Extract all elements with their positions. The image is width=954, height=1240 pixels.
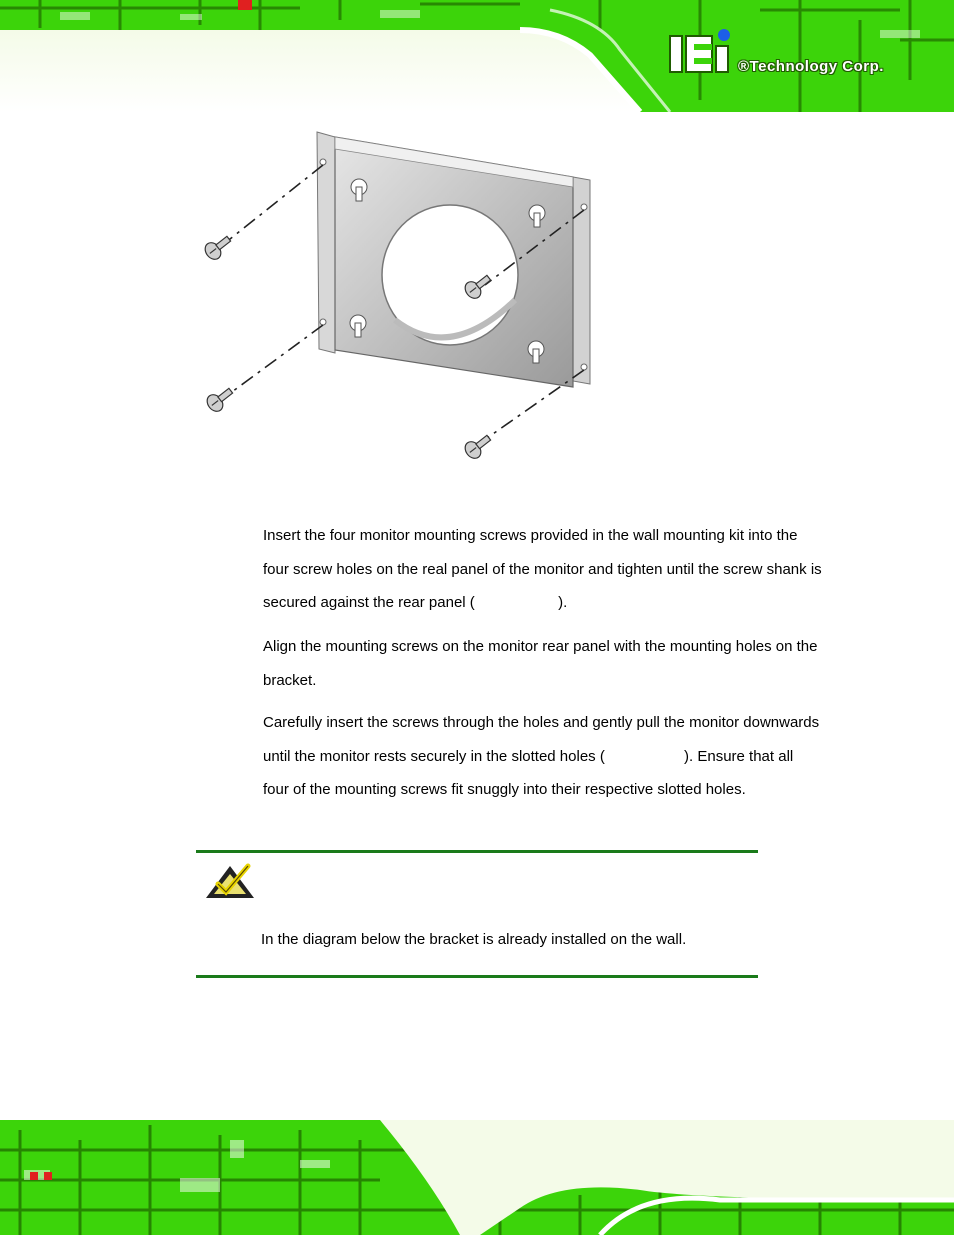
iei-logo-icon (668, 28, 734, 74)
step-3-text: Carefully insert the screws through the holes and gently pull the monitor downwards until the monitor rests securely in the slotted holes ( ). Ensure that all four of the mounting screws fit snuggly into their respective slotted holes. (263, 714, 824, 798)
page-header (0, 0, 954, 112)
step-1-text: Insert the four monitor mounting screws provided in the wall mounting kit into the four screw holes on the real panel of the monitor and tighten until the screw shank is secured against the rear panel ( ). (263, 527, 826, 611)
note-text: In the diagram below the bracket is already installed on the wall. (261, 931, 687, 948)
bracket-installation-figure (195, 125, 615, 470)
note-top-rule (196, 850, 758, 853)
step-2-text: Align the mounting screws on the monitor rear panel with the mounting holes on the bracket. (263, 638, 822, 689)
brand-name: ®Technology Corp. (738, 58, 884, 75)
circuit-board-footer-graphic (0, 1120, 954, 1235)
checkmark-note-icon (204, 862, 256, 900)
circuit-board-header-graphic (0, 0, 954, 112)
page-footer (0, 1120, 954, 1235)
note-bottom-rule (196, 975, 758, 978)
